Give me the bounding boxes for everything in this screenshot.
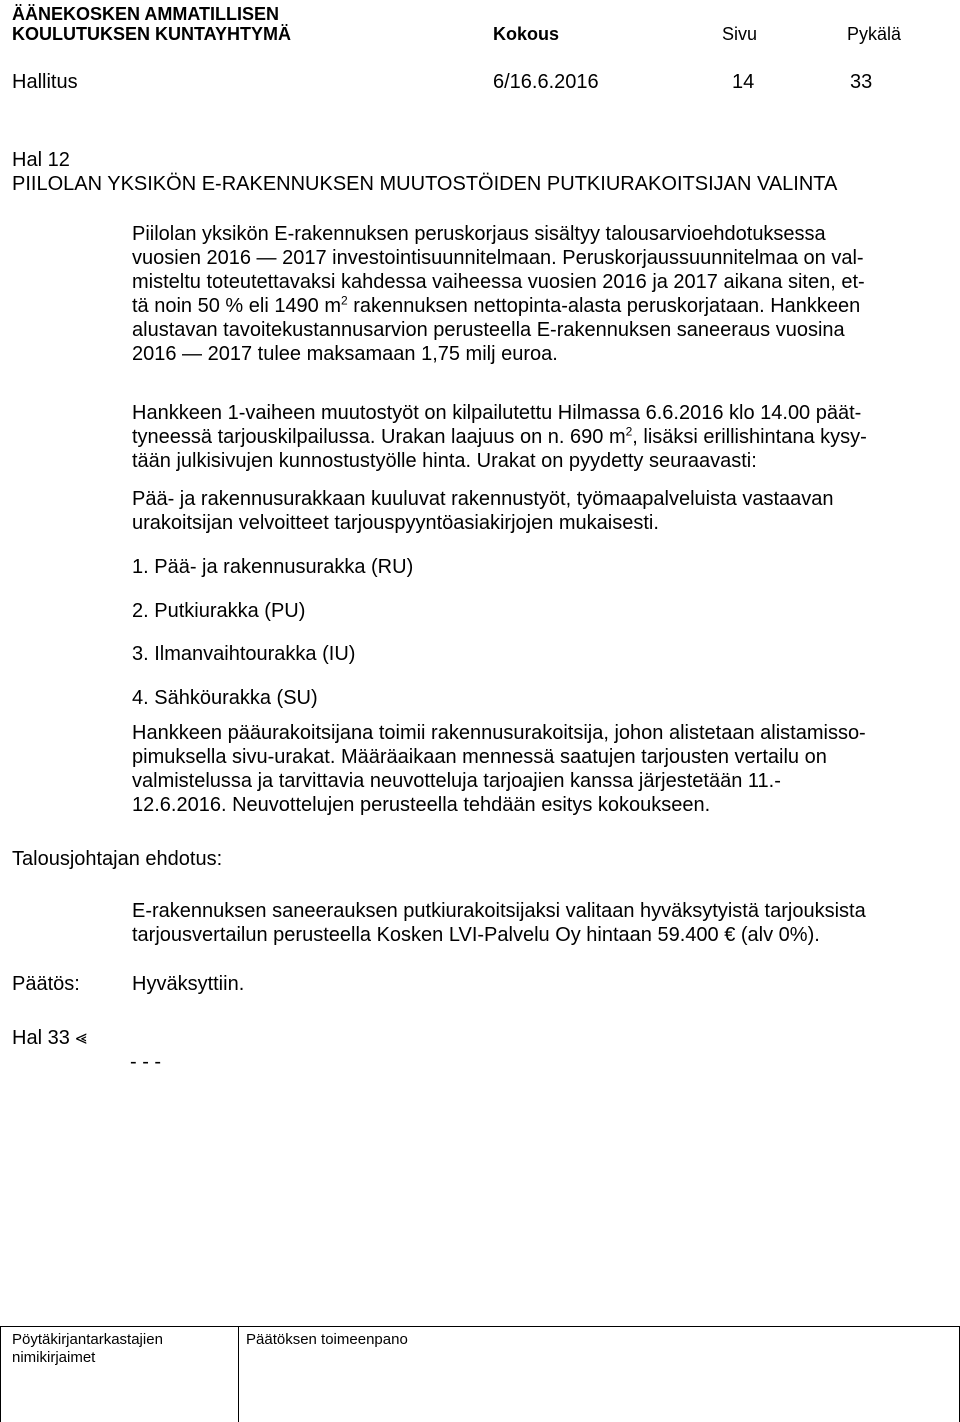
p4-line: Hankkeen pääurakoitsijana toimii rakennusurakoitsija, johon alistetaan alistamisso- — [132, 722, 866, 744]
proposal-line: E-rakennuksen saneerauksen putkiurakoitsijaksi valitaan hyväksytyistä tarjouksista — [132, 900, 866, 922]
footer-initials-label: Pöytäkirjantarkastajien nimikirjaimet — [12, 1331, 163, 1366]
p1-line: vuosien 2016 — 2017 investointisuunnitelmaan. Peruskorjaussuunnitelmaa on val- — [132, 247, 864, 269]
arrow-mark-icon: ⪡ — [75, 1025, 87, 1049]
proposal-line: tarjousvertailun perusteella Kosken LVI-Palvelu Oy hintaan 59.400 € (alv 0%). — [132, 924, 820, 946]
paragraph-1 — [132, 222, 932, 366]
list-item: 2. Putkiurakka (PU) — [132, 600, 306, 622]
p2-line: tään julkisivujen kunnostustyölle hinta. Urakat on pyydetty seuraavasti: — [132, 450, 757, 472]
p1-line: alustavan tavoitekustannusarvion perusteella E-rakennuksen saneeraus vuosina — [132, 319, 845, 341]
list-item: 1. Pää- ja rakennusurakka (RU) — [132, 556, 414, 578]
p2-line: Hankkeen 1-vaiheen muutostyöt on kilpailutettu Hilmassa 6.6.2016 klo 14.00 päät- — [132, 402, 862, 424]
p1-line-area: tä noin 50 % eli 1490 $m^2$ rakennuksen nettopinta-alasta peruskorjataan. Hankkeen — [132, 293, 861, 317]
paragraph-4 — [132, 721, 932, 817]
list-item: 4. Sähköurakka (SU) — [132, 687, 318, 709]
header-col-section: Pykälä — [847, 24, 902, 44]
p4-line: 12.6.2016. Neuvottelujen perusteella tehdään esitys kokoukseen. — [132, 794, 711, 816]
footer-implementation-label: Päätöksen toimeenpano — [246, 1331, 408, 1348]
next-ref-label: Hal 33 — [12, 1027, 70, 1049]
p3-line: urakoitsijan velvoitteet tarjouspyyntöasiakirjojen mukaisesti. — [132, 512, 659, 534]
page-number: 14 — [732, 71, 755, 93]
p1-line: 2016 — 2017 tulee maksamaan 1,75 milj euroa. — [132, 343, 558, 365]
board-name: Hallitus — [12, 71, 78, 93]
superscript: 2 — [341, 293, 348, 308]
org-name-line1: ÄÄNEKOSKEN AMMATILLISEN — [12, 4, 279, 24]
next-ref — [12, 1025, 87, 1050]
p2-line-area: tyneessä tarjouskilpailussa. Urakan laajuus on n. 690 $m^2$, lisäksi erillishintana kysy- — [132, 424, 867, 448]
meeting-date: 6/16.6.2016 — [493, 71, 599, 93]
proposal-text — [132, 899, 932, 947]
proposal-label: Talousjohtajan ehdotus: — [12, 848, 223, 870]
doc-title: PIILOLAN YKSIKÖN E-RAKENNUKSEN MUUTOSTÖIDEN PUTKIURAKOITSIJAN VALINTA — [12, 173, 838, 195]
footer-divider — [0, 1326, 1, 1422]
header-col-meeting: Kokous — [493, 24, 560, 44]
footer-rule — [0, 1326, 960, 1327]
paragraph-2 — [132, 401, 932, 473]
decision-text: Hyväksyttiin. — [132, 973, 245, 995]
doc-ref: Hal 12 — [12, 149, 70, 171]
decision-label: Päätös: — [12, 973, 80, 995]
footer-divider — [238, 1326, 239, 1422]
org-name-line2: KOULUTUKSEN KUNTAYHTYMÄ — [12, 24, 291, 44]
p3-line: Pää- ja rakennusurakkaan kuuluvat rakennustyöt, työmaapalveluista vastaavan — [132, 488, 834, 510]
p4-line: valmistelussa ja tarvittavia neuvotteluja tarjoajien kanssa järjestetään 11.- — [132, 770, 781, 792]
list-item: 3. Ilmanvaihtourakka (IU) — [132, 643, 356, 665]
paragraph-3 — [132, 487, 932, 535]
header-col-page: Sivu — [722, 24, 758, 44]
p1-line: Piilolan yksikön E-rakennuksen peruskorjaus sisältyy talousarvioehdotuksessa — [132, 223, 826, 245]
superscript: 2 — [625, 424, 633, 439]
section-number: 33 — [850, 71, 873, 93]
end-mark: - - - — [130, 1051, 162, 1073]
p1-line: misteltu toteutettavaksi kahdessa vaiheessa vuosien 2016 ja 2017 aikana siten, et- — [132, 271, 865, 293]
p4-line: pimuksella sivu-urakat. Määräaikaan mennessä saatujen tarjousten vertailu on — [132, 746, 827, 768]
